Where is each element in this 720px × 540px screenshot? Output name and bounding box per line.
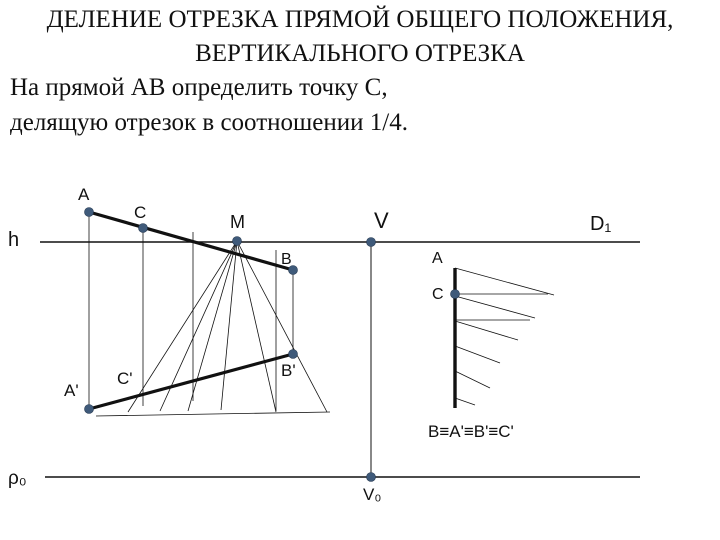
label-v: V — [374, 208, 389, 233]
point-a — [85, 208, 94, 217]
fan-baseline — [96, 412, 330, 416]
label-d1: D₁ — [590, 213, 612, 235]
fan-rays — [128, 241, 327, 412]
label-identity: B≡A'≡B'≡C' — [428, 422, 514, 441]
point-a-prime — [85, 405, 94, 414]
label-a-prime: A' — [64, 381, 79, 400]
segment-ab — [89, 212, 293, 270]
label-c-right: C — [432, 286, 444, 303]
point-c-right — [451, 290, 460, 299]
label-m: M — [230, 212, 245, 232]
task-line-1: На прямой АВ определить точку С, — [10, 74, 388, 101]
point-b-prime — [289, 350, 298, 359]
label-c-prime: C' — [117, 369, 133, 388]
point-c — [139, 224, 148, 233]
point-m — [233, 237, 242, 246]
label-c-top: C — [134, 203, 147, 222]
heading-line-1: ДЕЛЕНИЕ ОТРЕЗКА ПРЯМОЙ ОБЩЕГО ПОЛОЖЕНИЯ, — [46, 6, 674, 33]
point-v0 — [367, 473, 376, 482]
label-v0: V₀ — [363, 485, 382, 504]
point-v — [367, 238, 376, 247]
heading-line-2: ВЕРТИКАЛЬНОГО ОТРЕЗКА — [195, 40, 525, 67]
label-rho0: ρ₀ — [8, 468, 27, 489]
division-rays — [455, 268, 554, 405]
label-a-right: A — [432, 250, 443, 267]
task-line-2: делящую отрезок в соотношении 1/4. — [10, 109, 408, 136]
label-b-prime: B' — [281, 361, 296, 380]
label-a-top: A — [78, 185, 90, 204]
label-b-top: B — [281, 251, 292, 268]
label-h: h — [8, 229, 20, 251]
